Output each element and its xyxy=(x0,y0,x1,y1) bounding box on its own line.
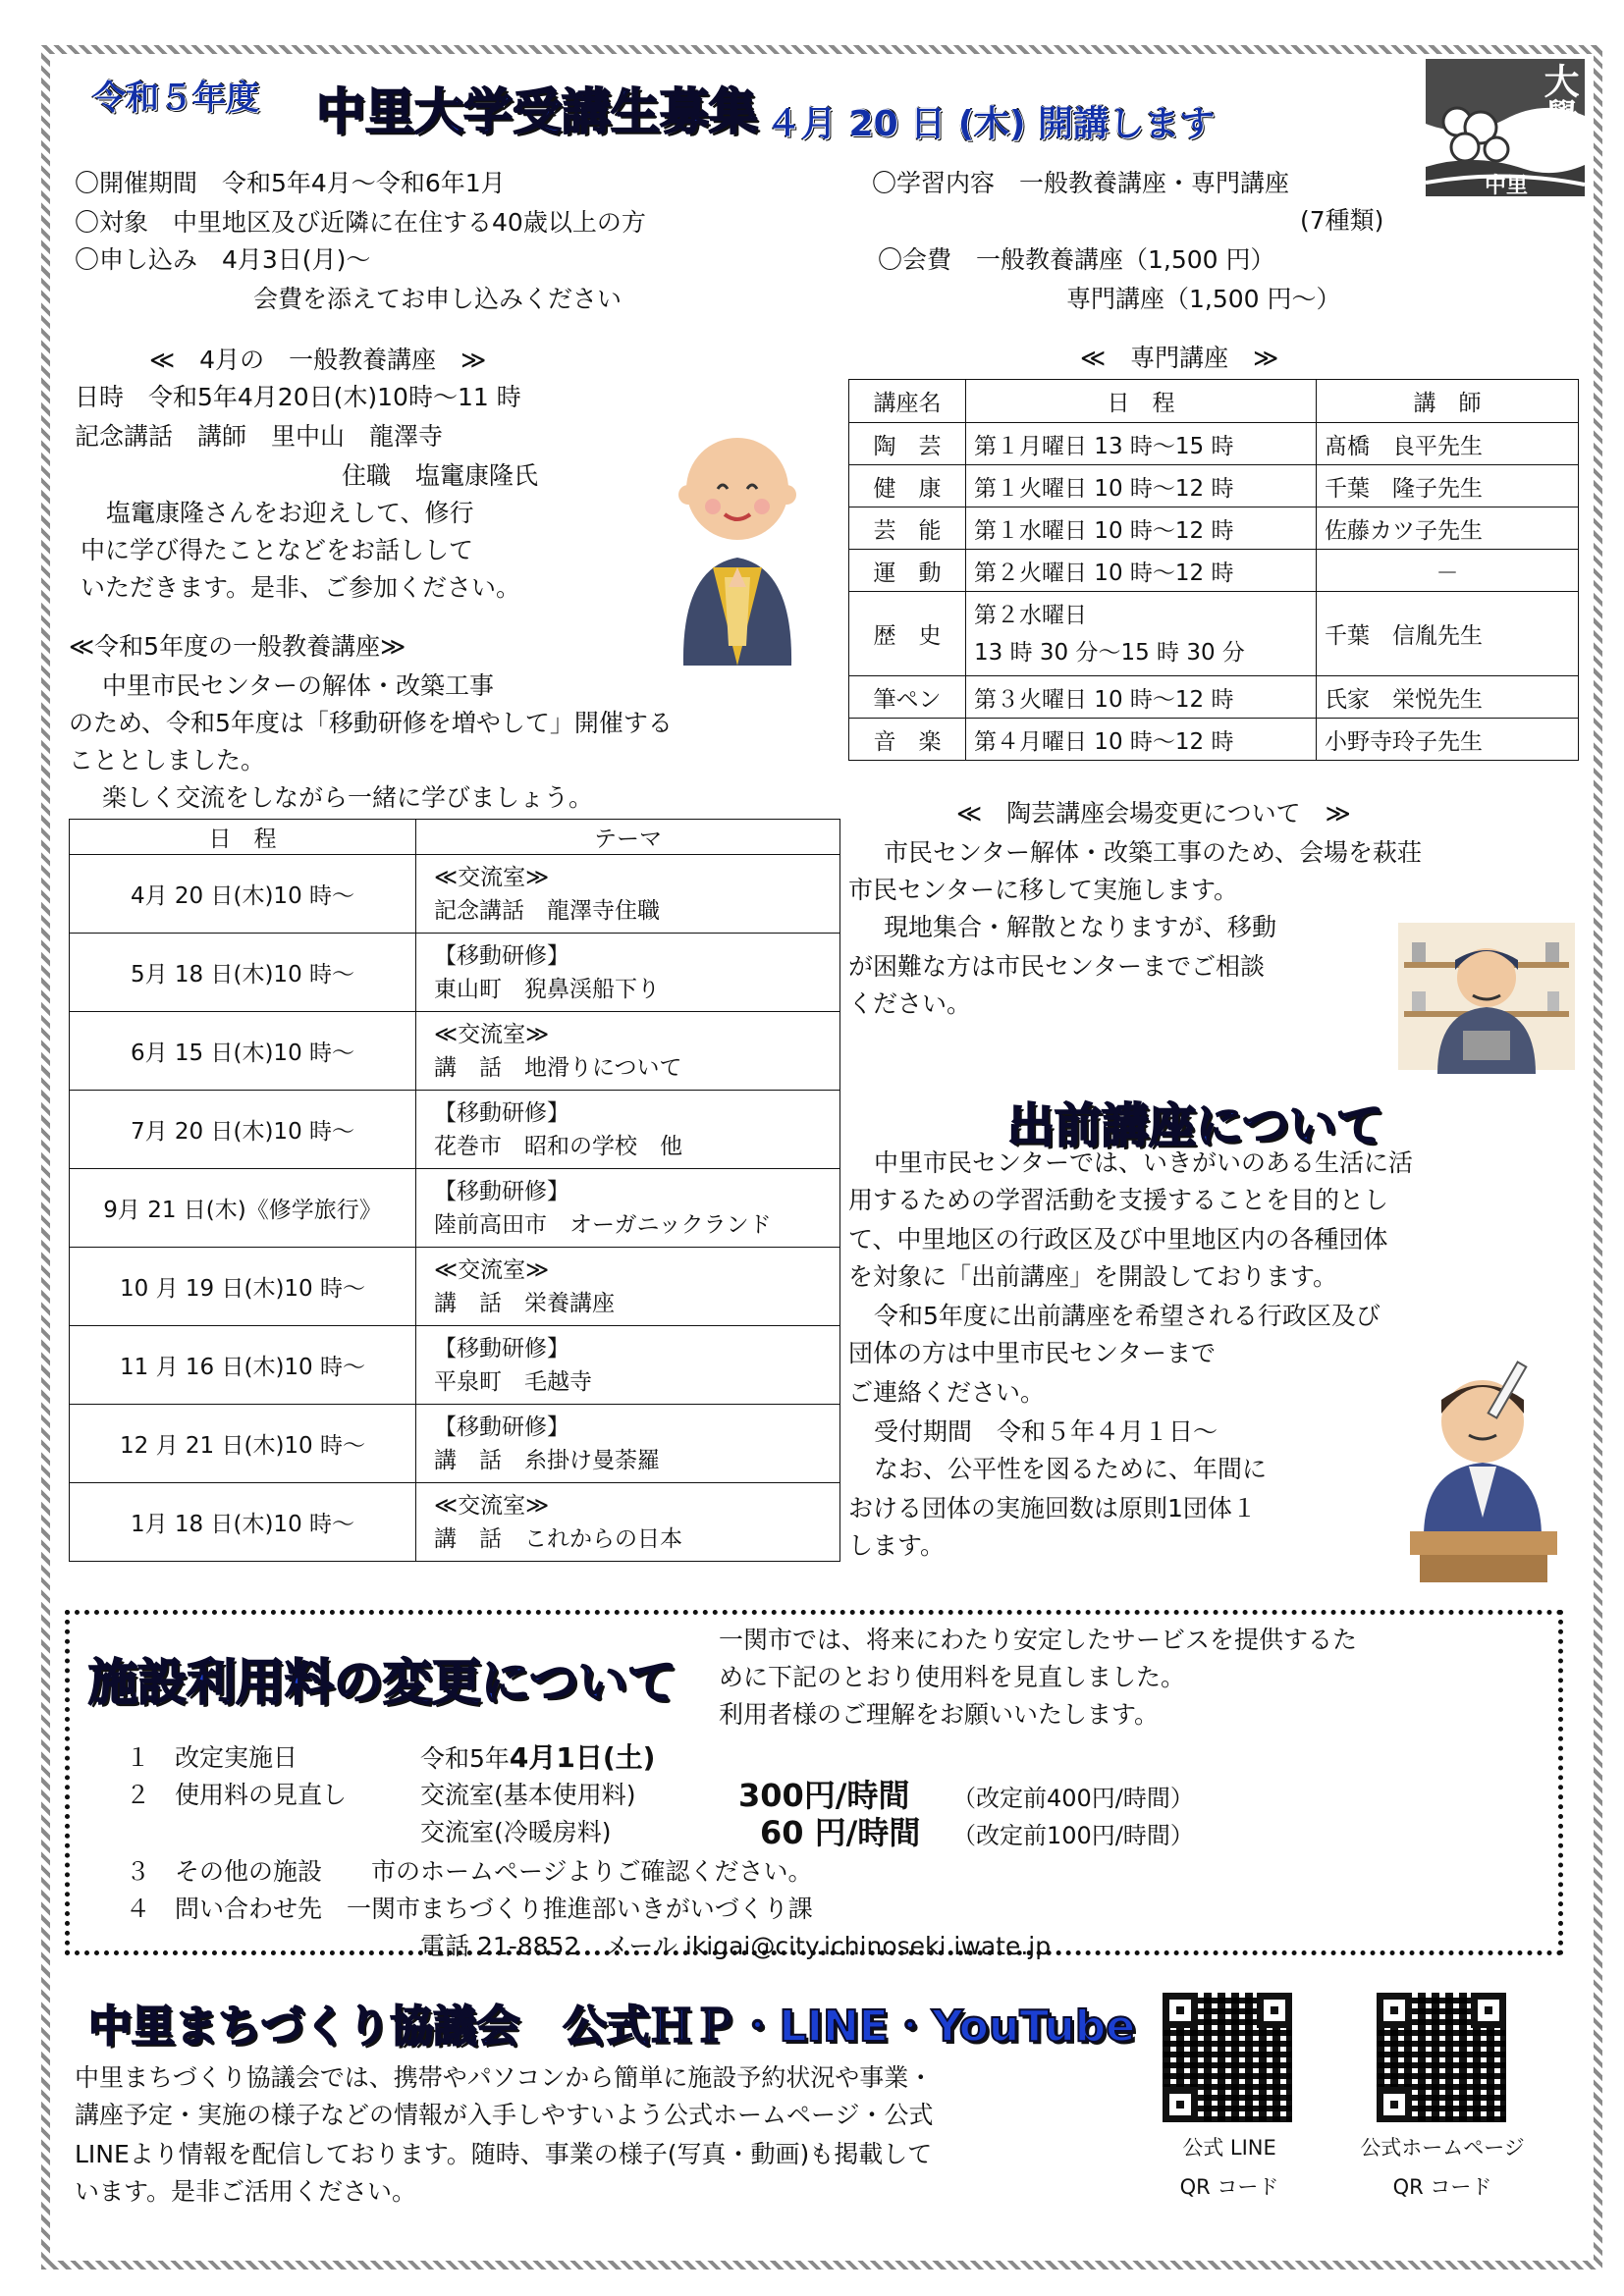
april-desc-2: 中に学び得たことなどをお話しして xyxy=(81,536,474,564)
year-label: 令和５年度 xyxy=(92,79,259,118)
fees-prev-aircon: （改定前100円/時間） xyxy=(952,1822,1194,1849)
overview-period: 〇開催期間 令和5年4月～令和6年1月 xyxy=(75,169,506,197)
overview-fee: 〇会費 一般教養講座（1,500 円） xyxy=(878,245,1275,274)
table-row xyxy=(70,1091,840,1169)
course-teacher: 氏家 栄悦先生 xyxy=(1317,676,1579,719)
april-lecture: 記念講話 講師 里中山 龍澤寺 xyxy=(75,422,444,451)
row-date: 6月 15 日(木)10 時～ xyxy=(70,1012,416,1091)
general-heading: ≪令和5年度の一般教養講座≫ xyxy=(69,632,406,661)
table-header-teacher: 講 師 xyxy=(1317,380,1579,423)
row-kind: 【移動研修】 xyxy=(434,1099,569,1126)
pottery-line-2: 市民センターに移して実施します。 xyxy=(848,876,1239,904)
overview-apply-note: 会費を添えてお申し込みください xyxy=(253,285,623,313)
course-schedule: 第３火曜日 10 時～12 時 xyxy=(966,676,1317,719)
fees-intro-2: めに下記のとおり使用料を見直しました。 xyxy=(719,1663,1186,1691)
table-row xyxy=(70,1405,840,1483)
row-kind: ≪交流室≫ xyxy=(434,1256,550,1283)
pottery-heading: ≪ 陶芸講座会場変更について ≫ xyxy=(956,799,1351,828)
homepage-qr-label: 公式ホームページ xyxy=(1360,2136,1525,2160)
fees-price-aircon: 60 円/時間 xyxy=(760,1814,921,1851)
row-kind: 【移動研修】 xyxy=(434,1178,569,1204)
table-header-schedule: 日 程 xyxy=(966,380,1317,423)
row-date: 11 月 16 日(木)10 時～ xyxy=(70,1326,416,1405)
special-heading: ≪ 専門講座 ≫ xyxy=(1080,344,1279,372)
course-schedule: 第１水曜日 10 時～12 時 xyxy=(966,507,1317,550)
pottery-line-1: 市民センター解体・改築工事のため、会場を萩荘 xyxy=(884,838,1423,867)
course-teacher: 小野寺玲子先生 xyxy=(1317,719,1579,761)
row-date: 9月 21 日(木)《修学旅行》 xyxy=(70,1169,416,1248)
row-kind: 【移動研修】 xyxy=(434,942,569,969)
table-row xyxy=(70,855,840,934)
table-row xyxy=(70,1483,840,1562)
course-teacher: － xyxy=(1317,550,1579,592)
fees-item-4: ４ 問い合わせ先 一関市まちづくり推進部いきがいづくり課 xyxy=(126,1895,813,1923)
general-body-3: こととしました。 xyxy=(69,746,266,774)
fees-item-1-label: １ 改定実施日 xyxy=(126,1743,298,1772)
table-header-theme: テーマ xyxy=(416,820,840,855)
fees-title: 施設利用料の変更について xyxy=(88,1654,677,1711)
course-schedule: 第４月曜日 10 時～12 時 xyxy=(966,719,1317,761)
footer-line-4: います。是非ご活用ください。 xyxy=(75,2177,417,2206)
table-header-course: 講座名 xyxy=(849,380,966,423)
course-teacher: 佐藤カツ子先生 xyxy=(1317,507,1579,550)
potter-illustration xyxy=(1398,913,1575,1074)
pottery-line-5: ください。 xyxy=(848,989,972,1018)
general-body-2: のため、令和5年度は「移動研修を増やして」開催する xyxy=(69,709,673,737)
demae-line-6: 団体の方は中里市民センターまで xyxy=(848,1339,1217,1367)
row-theme: 講 話 糸掛け曼荼羅 xyxy=(434,1447,660,1473)
demae-title: 出前講座について xyxy=(1007,1098,1384,1153)
course-name: 陶 芸 xyxy=(849,423,966,465)
table-row xyxy=(849,719,1579,761)
course-schedule: 第２水曜日 xyxy=(974,602,1087,628)
course-teacher: 髙橋 良平先生 xyxy=(1317,423,1579,465)
row-theme: 講 話 これからの日本 xyxy=(434,1525,682,1552)
course-name: 芸 能 xyxy=(849,507,966,550)
course-name: 健 康 xyxy=(849,465,966,507)
demae-line-11: します。 xyxy=(848,1531,946,1560)
course-teacher: 千葉 隆子先生 xyxy=(1317,465,1579,507)
fees-intro-3: 利用者様のご理解をお願いいたします。 xyxy=(719,1700,1160,1729)
demae-line-7: ご連絡ください。 xyxy=(848,1378,1046,1407)
fees-prev-basic: （改定前400円/時間） xyxy=(952,1785,1194,1812)
fees-room-aircon: 交流室(冷暖房料) xyxy=(420,1818,612,1846)
row-theme: 講 話 栄養講座 xyxy=(434,1290,615,1316)
overview-content-count: (7種類) xyxy=(1300,206,1384,235)
general-body-4: 楽しく交流をしながら一緒に学びましょう。 xyxy=(102,783,594,812)
demae-line-5: 令和5年度に出前講座を希望される行政区及び xyxy=(874,1302,1380,1330)
row-theme: 東山町 猊鼻渓船下り xyxy=(434,976,660,1002)
april-lecturer: 住職 塩竃康隆氏 xyxy=(342,461,539,490)
row-theme: 平泉町 毛越寺 xyxy=(434,1368,592,1395)
course-teacher: 千葉 信胤先生 xyxy=(1317,592,1579,676)
row-kind: 【移動研修】 xyxy=(434,1335,569,1362)
row-kind: ≪交流室≫ xyxy=(434,1492,550,1519)
teacher-illustration xyxy=(1404,1351,1563,1582)
course-schedule-time: 13 時 30 分～15 時 30 分 xyxy=(974,639,1245,666)
table-row xyxy=(70,1169,840,1248)
footer-line-3: LINEより情報を配信しております。随時、事業の様子(写真・動画)も掲載して xyxy=(75,2140,933,2168)
table-row xyxy=(849,507,1579,550)
demae-line-4: を対象に「出前講座」を開設しております。 xyxy=(848,1262,1338,1291)
fees-item-1-value: 令和5年4月1日(土) xyxy=(420,1741,656,1774)
fees-item-2-label: ２ 使用料の見直し xyxy=(126,1781,348,1809)
row-kind: 【移動研修】 xyxy=(434,1414,569,1440)
course-name: 運 動 xyxy=(849,550,966,592)
row-date: 10 月 19 日(木)10 時～ xyxy=(70,1248,416,1326)
demae-line-3: て、中里地区の行政区及び中里地区内の各種団体 xyxy=(848,1225,1388,1254)
row-kind: ≪交流室≫ xyxy=(434,1021,550,1047)
row-date: 5月 18 日(木)10 時～ xyxy=(70,934,416,1012)
row-theme: 花巻市 昭和の学校 他 xyxy=(434,1133,682,1159)
table-row xyxy=(849,465,1579,507)
row-date: 4月 20 日(木)10 時～ xyxy=(70,855,416,934)
row-date: 1月 18 日(木)10 時～ xyxy=(70,1483,416,1562)
logo-subtext: 中里 xyxy=(1485,174,1529,198)
table-row xyxy=(70,934,840,1012)
course-name: 歴 史 xyxy=(849,592,966,676)
fees-room-basic: 交流室(基本使用料) xyxy=(420,1781,636,1809)
course-name: 筆ペン xyxy=(849,676,966,719)
special-course-table xyxy=(848,379,1579,761)
general-schedule-table xyxy=(69,819,840,1562)
pottery-line-3: 現地集合・解散となりますが、移動 xyxy=(884,913,1277,941)
footer-title: 中里まちづくり協議会 公式ＨＰ・LINE・YouTube xyxy=(88,2002,1136,2052)
course-schedule: 第２火曜日 10 時～12 時 xyxy=(966,550,1317,592)
logo-text: 大學 xyxy=(1539,63,1580,133)
footer-line-2: 講座予定・実施の様子などの情報が入手しやすいよう公式ホームページ・公式 xyxy=(75,2101,934,2129)
fees-item-3: ３ その他の施設 市のホームページよりご確認ください。 xyxy=(126,1857,813,1886)
footer-line-1: 中里まちづくり協議会では、携帯やパソコンから簡単に施設予約状況や事業・ xyxy=(75,2063,934,2092)
line-qr-code[interactable] xyxy=(1163,1993,1292,2122)
overview-fee-special: 専門講座（1,500 円～） xyxy=(1066,285,1341,313)
line-qr-sub: QR コード xyxy=(1179,2175,1279,2199)
april-desc-3: いただきます。是非、ご参加ください。 xyxy=(81,573,521,602)
line-qr-label: 公式 LINE xyxy=(1182,2136,1276,2160)
pottery-line-4: が困難な方は市民センターまでご相談 xyxy=(848,952,1266,981)
fees-contact: 電話 21-8852 メール ikigai@city.ichinoseki.iwate.jp xyxy=(420,1932,1052,1960)
fees-price-basic: 300円/時間 xyxy=(738,1777,910,1814)
general-body-1: 中里市民センターの解体・改築工事 xyxy=(102,671,495,700)
course-name: 音 楽 xyxy=(849,719,966,761)
demae-line-1: 中里市民センターでは、いきがいのある生活に活 xyxy=(874,1148,1414,1177)
table-row xyxy=(849,676,1579,719)
homepage-qr-code[interactable] xyxy=(1377,1993,1506,2122)
april-heading: ≪ 4月の 一般教養講座 ≫ xyxy=(149,346,487,374)
demae-line-10: おける団体の実施回数は原則1団体１ xyxy=(848,1494,1257,1522)
monk-illustration xyxy=(664,420,811,666)
demae-line-9: なお、公平性を図るために、年間に xyxy=(874,1455,1268,1483)
row-date: 7月 20 日(木)10 時～ xyxy=(70,1091,416,1169)
page-title: 中里大学受講生募集 xyxy=(316,83,758,140)
row-theme: 陸前高田市 オーガニックランド xyxy=(434,1211,772,1238)
row-kind: ≪交流室≫ xyxy=(434,864,550,890)
opening-date: ４月 20 日 (木) 開講します xyxy=(766,104,1216,144)
table-row xyxy=(849,592,1579,676)
course-schedule: 第１火曜日 10 時～12 時 xyxy=(966,465,1317,507)
april-desc-1: 塩竃康隆さんをお迎えして、修行 xyxy=(106,499,474,527)
homepage-qr-sub: QR コード xyxy=(1392,2175,1492,2199)
table-row xyxy=(70,1326,840,1405)
row-theme: 記念講話 龍澤寺住職 xyxy=(434,897,660,924)
table-row xyxy=(70,1012,840,1091)
overview-content: 〇学習内容 一般教養講座・専門講座 xyxy=(872,169,1290,197)
overview-apply: 〇申し込み 4月3日(月)～ xyxy=(75,245,371,274)
row-date: 12 月 21 日(木)10 時～ xyxy=(70,1405,416,1483)
april-date: 日時 令和5年4月20日(木)10時～11 時 xyxy=(75,383,521,411)
university-logo xyxy=(1426,59,1585,196)
table-row xyxy=(70,1248,840,1326)
table-header-date: 日 程 xyxy=(70,820,416,855)
table-row xyxy=(849,550,1579,592)
course-schedule: 第１月曜日 13 時～15 時 xyxy=(966,423,1317,465)
demae-line-2: 用するための学習活動を支援することを目的とし xyxy=(848,1186,1389,1214)
overview-target: 〇対象 中里地区及び近隣に在住する40歳以上の方 xyxy=(75,208,646,237)
demae-line-8: 受付期間 令和５年４月１日～ xyxy=(874,1417,1218,1446)
fees-intro-1: 一関市では、将来にわたり安定したサービスを提供するた xyxy=(719,1626,1358,1654)
table-row xyxy=(849,423,1579,465)
row-theme: 講 話 地滑りについて xyxy=(434,1054,682,1081)
